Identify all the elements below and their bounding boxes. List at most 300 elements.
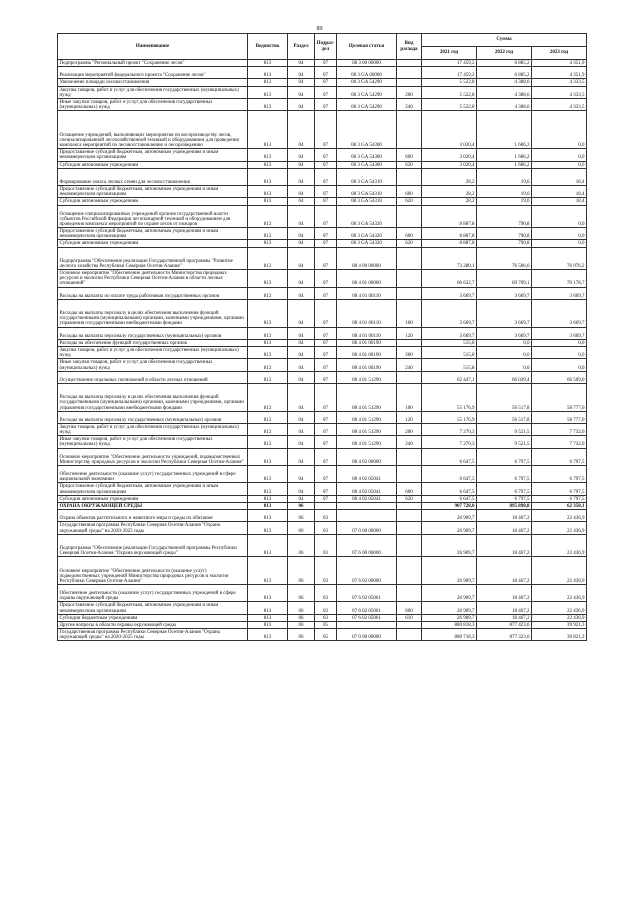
row-statya: 08 4 01 51290: [337, 424, 397, 436]
row-2022: 790,8: [477, 240, 532, 247]
row-2021: 62 447,1: [422, 371, 477, 383]
table-row: [58, 168, 587, 185]
row-razdel: 06: [288, 510, 315, 522]
row-vid: 600: [397, 483, 422, 495]
row-podrazdel: 07: [315, 67, 337, 79]
row-2021: 6 647,5: [422, 448, 477, 465]
row-podrazdel: 07: [315, 161, 337, 168]
table-row: [58, 339, 587, 346]
row-2021: 3 669,7: [422, 327, 477, 339]
row-vid: [397, 371, 422, 383]
row-vedomstvo: 813: [248, 534, 288, 557]
table-row: [58, 621, 587, 628]
row-vid: 600: [397, 228, 422, 240]
row-vedomstvo: 813: [248, 228, 288, 240]
row-2022: 790,8: [477, 205, 532, 228]
row-vedomstvo: 813: [248, 60, 288, 67]
row-2021: 26 909,7: [422, 522, 477, 534]
header-razdel: Раздел: [288, 34, 315, 60]
row-name: Обеспечение деятельности (оказание услуг) государственных учреждений в сфере национальной экономики: [58, 466, 248, 483]
row-2022: 18 467,2: [477, 534, 532, 557]
row-razdel: 06: [288, 629, 315, 641]
row-2022: 56 517,8: [477, 383, 532, 411]
table-row: [58, 327, 587, 339]
row-razdel: 04: [288, 67, 315, 79]
row-statya: 07 0 00 00000: [337, 522, 397, 534]
row-2022: 19,6: [477, 168, 532, 185]
row-razdel: 06: [288, 621, 315, 628]
row-2021: 28,2: [422, 198, 477, 205]
row-vid: [397, 205, 422, 228]
row-razdel: 04: [288, 205, 315, 228]
row-podrazdel: 07: [315, 79, 337, 86]
row-podrazdel: 03: [315, 557, 337, 585]
row-podrazdel: [315, 502, 337, 509]
table-row: [58, 149, 587, 161]
row-vid: 200: [397, 347, 422, 359]
row-razdel: 06: [288, 502, 315, 509]
row-podrazdel: 07: [315, 347, 337, 359]
row-vid: [397, 79, 422, 86]
row-2021: 515,8: [422, 339, 477, 346]
table-row: [58, 205, 587, 228]
row-podrazdel: 07: [315, 383, 337, 411]
row-vedomstvo: 813: [248, 186, 288, 198]
row-razdel: 04: [288, 436, 315, 448]
table-row: [58, 629, 587, 641]
row-vid: 240: [397, 436, 422, 448]
row-name: Основное мероприятие "Обеспечение деятельности учреждений, подведомственных Министерству природных ресурсов и экологии Республики Северная Осетия-Алания": [58, 448, 248, 465]
row-statya: 08 3 GA 54290: [337, 98, 397, 110]
row-razdel: 06: [288, 614, 315, 621]
row-2023: 4 333,5: [532, 79, 587, 86]
row-vedomstvo: 813: [248, 383, 288, 411]
row-vedomstvo: 813: [248, 67, 288, 79]
table-row: [58, 602, 587, 614]
row-vid: [397, 287, 422, 299]
table-row: [58, 466, 587, 483]
row-vedomstvo: 813: [248, 270, 288, 287]
table-row: [58, 371, 587, 383]
row-vedomstvo: 813: [248, 448, 288, 465]
header-summa: Сумма: [422, 34, 587, 47]
row-razdel: 04: [288, 149, 315, 161]
row-vid: [397, 629, 422, 641]
row-vedomstvo: 813: [248, 339, 288, 346]
row-podrazdel: 03: [315, 585, 337, 602]
row-2021: 55 176,9: [422, 411, 477, 423]
row-name: Оснащение учреждений, выполняющих мероприятия по воспроизводству лесов, специализированной лесохозяйственной техникой и оборудованием для проведения комплекса мероприятий по лесовосстановлению и лесоразведению: [58, 111, 248, 149]
row-2023: 22 436,9: [532, 522, 587, 534]
row-statya: 08 4 00 00000: [337, 247, 397, 270]
row-name: Оснащение специализированных учреждений органов государственной власти субъектов Российской Федерации лесопожарной техникой и оборудованием для проведения комплекса мероприятий по охране лесов от пожаров: [58, 205, 248, 228]
row-2023: 3 669,7: [532, 299, 587, 327]
row-statya: 08 3 GA 54290: [337, 86, 397, 98]
row-podrazdel: 07: [315, 149, 337, 161]
row-statya: 07 6 02 05061: [337, 585, 397, 602]
row-razdel: 04: [288, 270, 315, 287]
row-2023: 0,0: [532, 359, 587, 371]
row-statya: 08 4 01 51290: [337, 371, 397, 383]
row-vid: [397, 60, 422, 67]
table-row: [58, 287, 587, 299]
row-2023: 6 797,5: [532, 495, 587, 502]
row-podrazdel: 07: [315, 483, 337, 495]
row-2023: 7 732,0: [532, 436, 587, 448]
row-statya: 08 4 02 05041: [337, 466, 397, 483]
row-podrazdel: 07: [315, 186, 337, 198]
row-vedomstvo: 813: [248, 522, 288, 534]
row-2022: 9 521,5: [477, 424, 532, 436]
row-2021: 17 459,2: [422, 67, 477, 79]
row-statya: 08 3 GA 54320: [337, 205, 397, 228]
row-razdel: 04: [288, 483, 315, 495]
row-2023: 22 436,9: [532, 510, 587, 522]
row-statya: 08 4 01 00190: [337, 359, 397, 371]
row-razdel: 04: [288, 327, 315, 339]
table-row: [58, 240, 587, 247]
table-row: [58, 585, 587, 602]
row-2022: 6 885,2: [477, 60, 532, 67]
header-vedomstvo: Ведомство: [248, 34, 288, 60]
row-podrazdel: 07: [315, 270, 337, 287]
row-vedomstvo: 813: [248, 466, 288, 483]
row-statya: 08 4 02 05041: [337, 483, 397, 495]
table-row: [58, 495, 587, 502]
table-row: [58, 299, 587, 327]
row-name: Другие вопросы в области охраны окружающей среды: [58, 621, 248, 628]
row-statya: 08 3 GA 54320: [337, 240, 397, 247]
row-2023: 62 358,1: [532, 502, 587, 509]
table-row: [58, 383, 587, 411]
row-2021: 907 728,0: [422, 502, 477, 509]
row-razdel: 04: [288, 466, 315, 483]
row-razdel: 04: [288, 228, 315, 240]
row-2023: 4 351,9: [532, 67, 587, 79]
row-podrazdel: 07: [315, 371, 337, 383]
row-2023: 0,0: [532, 111, 587, 149]
row-2022: 1 686,2: [477, 149, 532, 161]
row-2021: 8 887,8: [422, 205, 477, 228]
row-name: Иные закупки товаров, работ и услуг для обеспечения государственных (муниципальных) нужд: [58, 359, 248, 371]
row-name: Закупка товаров, работ и услуг для обеспечения государственных (муниципальных) нужд: [58, 86, 248, 98]
row-2023: 6 797,5: [532, 448, 587, 465]
row-vedomstvo: 813: [248, 602, 288, 614]
row-2023: 3 669,7: [532, 287, 587, 299]
row-vedomstvo: 813: [248, 557, 288, 585]
row-vid: 200: [397, 424, 422, 436]
row-2023: 4 333,5: [532, 98, 587, 110]
row-2022: 9 521,5: [477, 436, 532, 448]
row-razdel: 04: [288, 448, 315, 465]
row-2021: 3 669,7: [422, 299, 477, 327]
row-vid: 620: [397, 240, 422, 247]
table-row: [58, 228, 587, 240]
row-vedomstvo: 813: [248, 495, 288, 502]
table-row: [58, 79, 587, 86]
row-razdel: 04: [288, 79, 315, 86]
row-2022: 6 885,2: [477, 67, 532, 79]
budget-table: [57, 33, 587, 641]
row-2021: 55 176,9: [422, 383, 477, 411]
row-2022: 790,8: [477, 228, 532, 240]
table-row: [58, 270, 587, 287]
row-2021: 73 280,1: [422, 247, 477, 270]
row-podrazdel: 07: [315, 228, 337, 240]
row-razdel: 04: [288, 424, 315, 436]
table-row: [58, 247, 587, 270]
row-name: Расходы на выплаты персоналу государственных (муниципальных) органов: [58, 411, 248, 423]
row-statya: 07 0 00 00000: [337, 629, 397, 641]
row-vedomstvo: 813: [248, 240, 288, 247]
row-statya: 08 3 00 00000: [337, 60, 397, 67]
row-vid: 240: [397, 98, 422, 110]
row-name: Подпрограмма "Региональный проект "Сохранение лесов": [58, 60, 248, 67]
row-2021: 28,2: [422, 186, 477, 198]
row-name: Основное мероприятие "Обеспечение деятельности Министерства природных ресурсов и экологии Республики Северная Осетия-Алания в области лесных отношений": [58, 270, 248, 287]
row-2022: 56 517,8: [477, 411, 532, 423]
row-2023: 22 436,9: [532, 614, 587, 621]
table-row: [58, 448, 587, 465]
row-razdel: 06: [288, 557, 315, 585]
row-statya: 08 3 GA 54300: [337, 111, 397, 149]
row-name: Предоставление субсидий бюджетным, автономным учреждениям и иным некоммерческим организациям: [58, 602, 248, 614]
table-row: [58, 198, 587, 205]
row-2021: 5 522,8: [422, 79, 477, 86]
row-2023: 22 436,9: [532, 585, 587, 602]
row-razdel: 04: [288, 60, 315, 67]
row-2021: 3 669,7: [422, 287, 477, 299]
table-row: [58, 534, 587, 557]
row-2023: 66 509,0: [532, 371, 587, 383]
table-row: [58, 86, 587, 98]
row-statya: 08 3 GA 54290: [337, 79, 397, 86]
row-name: Охрана объектов растительного и животного мира и среды их обитания: [58, 510, 248, 522]
row-vid: 620: [397, 161, 422, 168]
row-statya: 08 4 02 05041: [337, 495, 397, 502]
row-vid: [397, 448, 422, 465]
row-podrazdel: 07: [315, 436, 337, 448]
row-razdel: 04: [288, 495, 315, 502]
row-name: Предоставление субсидий бюджетным, автономным учреждениям и иным некоммерческим организациям: [58, 149, 248, 161]
table-row: [58, 186, 587, 198]
row-vid: [397, 510, 422, 522]
row-2022: 69 709,1: [477, 270, 532, 287]
row-razdel: 06: [288, 585, 315, 602]
row-podrazdel: 03: [315, 602, 337, 614]
row-name: Закупка товаров, работ и услуг для обеспечения государственных (муниципальных) нужд: [58, 347, 248, 359]
row-name: Формирование запаса лесных семян для лесовосстановления: [58, 168, 248, 185]
row-statya: 08 4 01 00000: [337, 270, 397, 287]
row-statya: 07 6 02 05061: [337, 614, 397, 621]
row-podrazdel: 07: [315, 60, 337, 67]
row-2021: 3 020,4: [422, 161, 477, 168]
row-podrazdel: 03: [315, 614, 337, 621]
table-row: [58, 614, 587, 621]
row-2022: 895 890,8: [477, 502, 532, 509]
row-vedomstvo: 813: [248, 436, 288, 448]
table-row: [58, 510, 587, 522]
row-statya: 08 4 01 51290: [337, 411, 397, 423]
row-name: Расходы на выплаты персоналу в целях обеспечения выполнения функций государственными (муниципальными) органами, казенными учреждениями, органами управления государственными внебюджетными фондами: [58, 299, 248, 327]
row-2021: 26 909,7: [422, 602, 477, 614]
row-2022: 6 797,5: [477, 448, 532, 465]
row-razdel: 04: [288, 240, 315, 247]
row-vid: 610: [397, 614, 422, 621]
row-2023: 0,0: [532, 149, 587, 161]
row-razdel: 04: [288, 347, 315, 359]
row-2023: 18,4: [532, 168, 587, 185]
row-2022: 1 686,2: [477, 161, 532, 168]
row-razdel: 04: [288, 111, 315, 149]
row-vid: [397, 111, 422, 149]
row-2023: 0,0: [532, 205, 587, 228]
row-2023: 70 178,7: [532, 270, 587, 287]
row-name: Обеспечение деятельности (оказание услуг) государственных учреждений в сфере охраны окружающей среды: [58, 585, 248, 602]
row-name: Субсидии автономным учреждениям: [58, 495, 248, 502]
row-2022: 19,6: [477, 198, 532, 205]
row-2022: 877 323,6: [477, 629, 532, 641]
row-vid: [397, 339, 422, 346]
row-vid: [397, 502, 422, 509]
row-vedomstvo: 813: [248, 371, 288, 383]
table-row: [58, 522, 587, 534]
row-podrazdel: 07: [315, 299, 337, 327]
row-podrazdel: 07: [315, 359, 337, 371]
row-razdel: 04: [288, 359, 315, 371]
row-name: Реализация мероприятий федерального проекта "Сохранение лесов": [58, 67, 248, 79]
row-vedomstvo: 813: [248, 299, 288, 327]
row-2021: 6 647,5: [422, 466, 477, 483]
row-2021: 17 459,2: [422, 60, 477, 67]
row-vid: 600: [397, 602, 422, 614]
row-podrazdel: 07: [315, 98, 337, 110]
row-2022: 19,6: [477, 186, 532, 198]
row-2021: 3 020,4: [422, 149, 477, 161]
row-vedomstvo: 813: [248, 347, 288, 359]
row-razdel: 04: [288, 371, 315, 383]
row-2021: 6 647,5: [422, 495, 477, 502]
row-razdel: 04: [288, 161, 315, 168]
row-podrazdel: 07: [315, 466, 337, 483]
row-name: Основное мероприятие "Обеспечение деятельности (оказание услуг) подведомственных учреждений Министерства природных ресурсов и экологии Республики Северная Осетия-Алания": [58, 557, 248, 585]
row-name: Расходы на выплаты по оплате труда работников государственных органов: [58, 287, 248, 299]
row-podrazdel: 07: [315, 240, 337, 247]
row-razdel: 04: [288, 98, 315, 110]
row-statya: 08 4 01 00110: [337, 327, 397, 339]
row-vid: [397, 534, 422, 557]
row-name: Субсидии автономным учреждениям: [58, 161, 248, 168]
table-row: [58, 111, 587, 149]
row-2022: 3 669,7: [477, 327, 532, 339]
row-vid: [397, 585, 422, 602]
row-name: Государственная программа Республики Северная Осетия-Алания "Охрана окружающей среды" на 2020-2025 годы: [58, 629, 248, 641]
header-statya: Целевая статья: [337, 34, 397, 60]
table-row: [58, 98, 587, 110]
row-2022: 4 388,6: [477, 86, 532, 98]
row-2021: 26 909,7: [422, 510, 477, 522]
row-statya: 08 3 GA 00000: [337, 67, 397, 79]
row-razdel: 04: [288, 339, 315, 346]
row-name: Иные закупки товаров, работ и услуг для обеспечения государственных (муниципальных) нужд: [58, 98, 248, 110]
row-razdel: 04: [288, 411, 315, 423]
row-name: Иные закупки товаров, работ и услуг для обеспечения государственных (муниципальных) нужд: [58, 436, 248, 448]
row-2022: 66 039,4: [477, 371, 532, 383]
row-2021: 5 522,8: [422, 98, 477, 110]
row-2021: 3 020,4: [422, 111, 477, 149]
row-razdel: 06: [288, 534, 315, 557]
row-statya: 08 3 GA 54310: [337, 186, 397, 198]
row-vedomstvo: 813: [248, 198, 288, 205]
row-vid: [397, 270, 422, 287]
row-2021: 880 818,3: [422, 621, 477, 628]
row-vedomstvo: 813: [248, 614, 288, 621]
row-vedomstvo: 813: [248, 621, 288, 628]
row-2021: 880 718,3: [422, 629, 477, 641]
table-row: [58, 483, 587, 495]
row-2021: 26 909,7: [422, 534, 477, 557]
row-2023: 22 436,9: [532, 534, 587, 557]
row-vid: [397, 522, 422, 534]
row-2021: 26 909,7: [422, 557, 477, 585]
row-vid: 240: [397, 359, 422, 371]
row-2023: 3 669,7: [532, 327, 587, 339]
row-name: Предоставление субсидий бюджетным, автономным учреждениям и иным некоммерческим организациям: [58, 483, 248, 495]
row-statya: 08 4 01 00110: [337, 287, 397, 299]
row-statya: 08 3 GA 54320: [337, 228, 397, 240]
row-2023: 7 732,0: [532, 424, 587, 436]
table-row: [58, 502, 587, 509]
row-podrazdel: 07: [315, 448, 337, 465]
row-vid: [397, 466, 422, 483]
row-vedomstvo: 813: [248, 161, 288, 168]
row-podrazdel: 07: [315, 86, 337, 98]
row-2022: 4 388,6: [477, 98, 532, 110]
row-2022: 6 797,5: [477, 495, 532, 502]
row-name: Предоставление субсидий бюджетным, автономным учреждениям и иным некоммерческим организациям: [58, 228, 248, 240]
row-podrazdel: 07: [315, 247, 337, 270]
row-name: Закупка товаров, работ и услуг для обеспечения государственных (муниципальных) нужд: [58, 424, 248, 436]
row-vid: [397, 621, 422, 628]
row-vedomstvo: 813: [248, 411, 288, 423]
row-statya: 08 4 02 00000: [337, 448, 397, 465]
row-vedomstvo: 813: [248, 287, 288, 299]
row-2022: 18 467,2: [477, 510, 532, 522]
row-2022: 18 467,2: [477, 522, 532, 534]
row-razdel: 04: [288, 86, 315, 98]
row-2022: 3 669,7: [477, 299, 532, 327]
row-vid: 100: [397, 383, 422, 411]
row-name: Государственная программа Республики Северная Осетия-Алания "Охрана окружающей среды" на 2020-2025 годы: [58, 522, 248, 534]
row-vid: [397, 557, 422, 585]
row-vedomstvo: 813: [248, 205, 288, 228]
row-vedomstvo: 813: [248, 247, 288, 270]
row-statya: 08 4 01 00190: [337, 347, 397, 359]
table-row: [58, 557, 587, 585]
row-name: Субсидии автономным учреждениям: [58, 198, 248, 205]
row-razdel: 06: [288, 602, 315, 614]
row-vedomstvo: 813: [248, 510, 288, 522]
row-podrazdel: 07: [315, 198, 337, 205]
header-2022: 2022 год: [477, 47, 532, 60]
header-vid: Вид расхода: [397, 34, 422, 60]
row-vedomstvo: 813: [248, 327, 288, 339]
row-statya: [337, 502, 397, 509]
page-number: 89: [316, 26, 323, 32]
row-2022: 4 388,6: [477, 79, 532, 86]
row-vedomstvo: 813: [248, 424, 288, 436]
row-podrazdel: 07: [315, 327, 337, 339]
